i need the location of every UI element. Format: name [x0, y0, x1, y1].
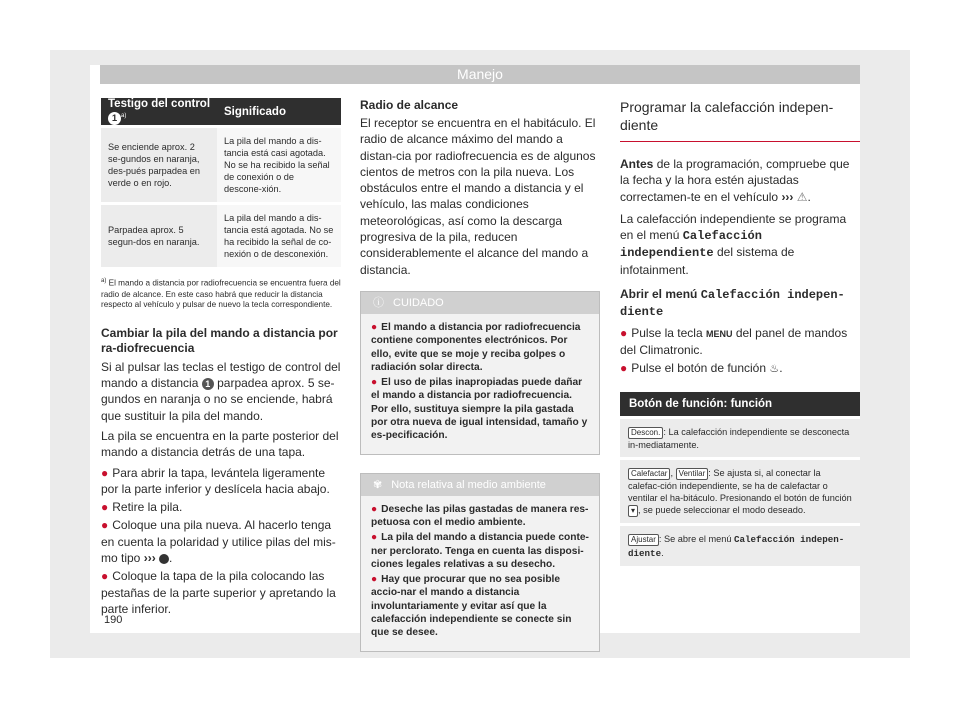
caution-box	[360, 291, 600, 455]
page-number: 190	[104, 614, 123, 626]
list-item: ● Hay que procurar que no sea posible accio-nar el mando a distancia involuntariamente y evitar así que la calefacción independiente se conecte sin que se desee.	[371, 574, 572, 639]
list-item: ● Pulse la tecla MENU del panel de mandos del Climatronic.	[620, 325, 848, 357]
program-paragraph-2: La calefacción independiente se programa en el menú Calefacción independiente del sistema de infotainment.	[620, 211, 847, 277]
warning-circle-icon	[159, 554, 169, 564]
program-subheading: Abrir el menú Calefacción indepen-diente	[620, 287, 845, 320]
list-item: ● Pulse el botón de función ♨.	[620, 361, 783, 376]
list-item: ● Retire la pila.	[101, 500, 183, 515]
marker-1: 1	[202, 378, 214, 390]
table-cell: La pila del mando a dis-tancia está agotada. No se ha recibido la señal de co-nexión o de desconexión.	[217, 205, 341, 267]
table-row	[101, 205, 341, 267]
table-header-meaning: Significado	[217, 98, 341, 125]
program-paragraph-1: Antes de la programación, compruebe que la fecha y la hora estén ajustadas correctamen-te en el vehículo ››› ⚠.	[620, 157, 850, 204]
list-item: ● Deseche las pilas gastadas de manera res-petuosa con el medio ambiente.	[371, 503, 589, 528]
table-row: Descon. : La calefacción independiente se desconecta in-mediatamente.	[620, 419, 860, 457]
battery-paragraph-2: La pila se encuentra en la parte posterior del mando a distancia detrás de una tapa.	[101, 429, 339, 460]
caution-icon: ⓘ	[373, 296, 384, 309]
indicator-table	[101, 98, 341, 267]
environment-icon: ✾	[373, 478, 383, 491]
section-title: Manejo	[457, 66, 503, 82]
environment-box	[360, 473, 600, 652]
table-header-indicator: Testigo del control 1 $^{a)}$	[101, 98, 217, 125]
descon-key: Descon.	[628, 427, 663, 439]
menu-key-icon: MENU	[705, 328, 733, 339]
list-item: ● Para abrir la tapa, levántela ligeramente por la parte inferior y deslícela hacia abajo.	[101, 465, 330, 496]
table-cell: La pila del mando a dis-tancia está casi agotada. No se ha recibido la señal de conexión o de descone-xión.	[217, 128, 341, 202]
battery-heading: Cambiar la pila del mando a distancia por ra-diofrecuencia	[101, 325, 338, 355]
marker-1: 1	[108, 112, 121, 125]
calefactar-key: Calefactar	[628, 468, 670, 480]
caution-header: ⓘ CUIDADO	[361, 292, 599, 314]
ajustar-key: Ajustar	[628, 534, 659, 546]
table-row	[101, 128, 341, 202]
reference-arrow-icon: ›››	[781, 189, 794, 204]
list-item: ● El mando a distancia por radiofrecuencia contiene componentes electrónicos. Por ello, evite que se moje y reciba golpes o radiación solar directa.	[371, 321, 581, 373]
function-table	[620, 392, 860, 566]
section-header	[100, 65, 860, 84]
list-item: ● El uso de pilas inapropiadas puede dañar el mando a distancia por radiofrecuencia. Por ello, sustituya siempre la pila gastada por otra nueva de igual intensidad, tamaño y es-pecificación.	[371, 377, 588, 442]
environment-header: ✾ Nota relativa al medio ambiente	[361, 474, 599, 496]
ventilar-key: Ventilar	[676, 468, 709, 480]
battery-paragraph-1: Si al pulsar las teclas el testigo de control del mando a distancia 1 parpadea aprox. 5 se-gundos en naranja o no se enciende, habrá que sustituir la pila del mando.	[101, 359, 341, 423]
list-item: ● Coloque una pila nueva. Al hacerlo tenga en cuenta la polaridad y utilice pilas del mis-mo tipo ››› .	[101, 518, 336, 566]
heater-function-icon: ♨	[769, 363, 780, 376]
table-cell: Parpadea aprox. 5 segun-dos en naranja.	[101, 205, 217, 267]
list-item: ● La pila del mando a distancia puede conte-ner perclorato. Tenga en cuenta las disposi-ciones legales relativas a su desecho.	[371, 532, 589, 570]
column-right	[620, 98, 860, 566]
radio-paragraph: El receptor se encuentra en el habitáculo. El radio de alcance máximo del mando a distan-cia por radiofrecuencia es de algunos cientos de metros con la pila nueva. Los obstáculos entre el mando a distancia y el vehículo, las malas condiciones meteorológicas, así como la descarga progresiva de la pila, reducen considerablemente el alcance del mando a distancia.	[360, 116, 596, 277]
list-item: ● Coloque la tapa de la pila colocando las pestañas de la parte superior y apretando la parte inferior.	[101, 569, 336, 616]
table-row: Ajustar : Se abre el menú Calefacción indepen-diente.	[620, 526, 860, 566]
column-left	[101, 98, 341, 617]
radio-heading: Radio de alcance	[360, 98, 459, 112]
table-row: Calefactar , Ventilar : Se ajusta si, al conectar la calefac-ción independiente, se ha de calefactar o ventilar el ha-bitáculo. Presionando el botón de función ▾ , se puede seleccionar el modo deseado.	[620, 460, 860, 524]
table-cell: Se enciende aprox. 2 se-gundos en naranja, des-pués parpadea en verde o en rojo.	[101, 128, 217, 202]
reference-arrow-icon: ›››	[143, 551, 156, 566]
footnote: $^{a)}$ El mando a distancia por radiofrecuencia se encuentra fuera del radio de alcance. En este caso habrá que reducir la distancia respecto al vehículo y pulsar de nuevo la tecla correspondiente.	[101, 278, 341, 310]
dropdown-key-icon: ▾	[628, 505, 638, 517]
column-middle	[360, 98, 600, 652]
program-heading: Programar la calefacción indepen-diente	[620, 98, 860, 142]
warning-triangle-icon: ⚠	[796, 189, 808, 204]
function-table-header: Botón de función: función	[620, 392, 860, 416]
